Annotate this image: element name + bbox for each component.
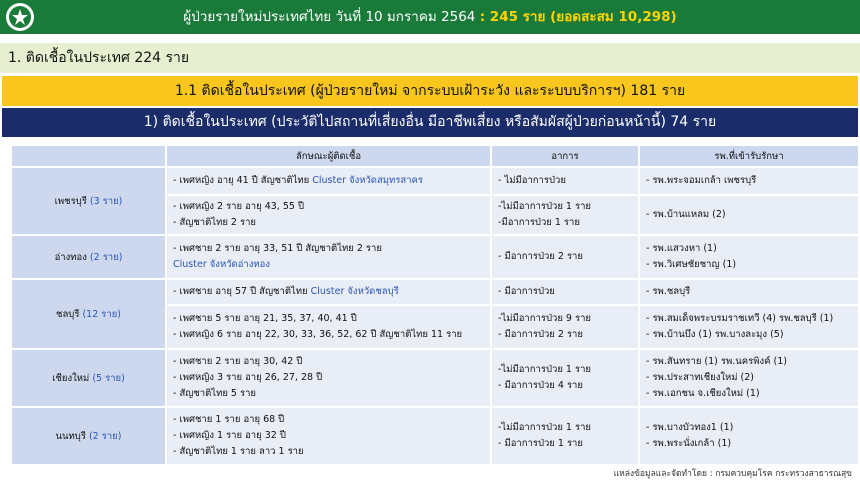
characteristics-text: - เพศชาย 2 ราย อายุ 30, 42 ปี [173,356,303,367]
characteristics-cell [166,279,491,305]
characteristics-line [173,428,484,444]
characteristics-cell [166,167,491,195]
characteristics-text: - เพศหญิง อายุ 41 ปี สัญชาติไทย [173,175,313,186]
title-main: ผู้ป่วยรายใหม่ประเทศไทย วันที่ 10 มกราคม 2564 [183,9,476,25]
province-cell [11,167,166,235]
province-name: เพชรบุรี [54,195,87,207]
hospital-line: - รพ.สันทราย (1) รพ.นครพิงค์ (1) [646,356,787,367]
province-name: นนทบุรี [55,430,86,442]
symptoms-line: -ไม่มีอาการป่วย 1 ราย [498,422,591,433]
characteristics-text: - สัญชาติไทย 5 ราย [173,388,256,399]
hospital-line: - รพ.เอกชน จ.เชียงใหม่ (1) [646,388,760,399]
characteristics-line [173,241,484,257]
characteristics-text: - สัญชาติไทย 1 ราย ลาว 1 ราย [173,446,304,457]
characteristics-line [173,311,484,327]
province-count: (3 ราย) [89,195,123,207]
symptoms-line: -ไม่มีอาการป่วย 1 ราย [498,364,591,375]
symptoms-line: -ไม่มีอาการป่วย 1 ราย [498,201,591,212]
province-cell [11,279,166,349]
province-name: เชียงใหม่ [52,372,90,384]
hospital-cell [639,167,859,195]
characteristics-text: - เพศชาย อายุ 57 ปี สัญชาติไทย [173,286,311,297]
characteristics-line [173,354,484,370]
subsection-new-patients: 1.1 ติดเชื้อในประเทศ (ผู้ป่วยรายใหม่ จากระบบเฝ้าระวัง และระบบบริการฯ) 181 ราย [2,76,858,106]
header-province [11,145,166,167]
hospital-line: - รพ.ประสาทเชียงใหม่ (2) [646,372,755,383]
symptoms-cell [491,407,639,465]
symptoms-line: -ไม่มีอาการป่วย 9 ราย [498,313,591,324]
hospital-cell [639,235,859,279]
hospital-line: - รพ.แสวงหา (1) [646,243,717,254]
hospital-cell [639,279,859,305]
province-cell [11,407,166,465]
hospital-line: - รพ.บางบัวทอง1 (1) [646,422,734,433]
characteristics-line [173,327,484,343]
hospital-line: - รพ.สมเด็จพระบรมราชเทวี (4) รพ.ชลบุรี (1) [646,313,834,324]
table-row [11,407,859,465]
table-header-row [11,145,859,167]
province-count: (2 ราย) [88,430,122,442]
table-body [11,167,859,465]
hospital-line: - รพ.บ้านบึง (1) รพ.บางละมุง (5) [646,329,784,340]
symptoms-cell [491,279,639,305]
characteristics-text: - เพศหญิง 3 ราย อายุ 26, 27, 28 ปี [173,372,323,383]
cluster-label: Cluster จังหวัดอ่างทอง [173,259,270,270]
characteristics-cell [166,407,491,465]
hospital-line: - รพ.พระจอมเกล้า เพชรบุรี [646,175,757,186]
symptoms-line: - มีอาการป่วย 2 ราย [498,251,583,262]
characteristics-line [173,199,484,215]
characteristics-text: - เพศหญิง 6 ราย อายุ 22, 30, 33, 36, 52, 62 ปี สัญชาติไทย 11 ราย [173,329,463,340]
characteristics-text: - สัญชาติไทย 2 ราย [173,217,256,228]
symptoms-cell [491,305,639,349]
province-name: อ่างทอง [54,251,87,263]
subsection-risk-exposure: 1) ติดเชื้อในประเทศ (ประวัติไปสถานที่เสี่ยงอื่น มีอาชีพเสี่ยง หรือสัมผัสผู้ป่วยก่อนหน้านี้) 74 ราย [2,108,858,137]
characteristics-cell [166,349,491,407]
symptoms-line: - มีอาการป่วย 2 ราย [498,329,583,340]
characteristics-line [173,444,484,460]
hospital-cell [639,305,859,349]
page-title [0,0,860,34]
symptoms-line: - มีอาการป่วย 4 ราย [498,380,583,391]
characteristics-cell [166,235,491,279]
province-count: (2 ราย) [89,251,123,263]
header-characteristics: ลักษณะผู้ติดเชื้อ [166,145,491,167]
symptoms-cell [491,349,639,407]
symptoms-line: - มีอาการป่วย [498,286,555,297]
symptoms-cell [491,235,639,279]
table-row [11,349,859,407]
table-row [11,235,859,279]
characteristics-line [173,386,484,402]
header-bar [0,0,860,34]
characteristics-line [173,173,484,189]
header-hospital: รพ.ที่เข้ารับรักษา [639,145,859,167]
hospital-line: - รพ.บ้านแหลม (2) [646,209,726,220]
section-domestic-infection [0,43,860,73]
table-row [11,279,859,305]
hospital-cell [639,349,859,407]
characteristics-line [173,412,484,428]
characteristics-line [173,370,484,386]
province-name: ชลบุรี [56,308,80,320]
symptoms-line: - มีอาการป่วย 1 ราย [498,438,583,449]
cases-table [10,144,860,466]
cluster-label: Cluster จังหวัดสมุทรสาคร [312,175,423,186]
symptoms-cell [491,167,639,195]
symptoms-cell [491,195,639,235]
province-cell [11,235,166,279]
hospital-line: - รพ.วิเศษชัยชาญ (1) [646,259,737,270]
characteristics-line [173,215,484,231]
characteristics-text: - เพศหญิง 1 ราย อายุ 32 ปี [173,430,286,441]
characteristics-cell [166,305,491,349]
characteristics-text: - เพศหญิง 2 ราย อายุ 43, 55 ปี [173,201,304,212]
province-count: (12 ราย) [82,308,121,320]
hospital-cell [639,407,859,465]
hospital-cell [639,195,859,235]
province-count: (5 ราย) [92,372,125,384]
table-row [11,167,859,195]
province-cell [11,349,166,407]
characteristics-text: - เพศชาย 2 ราย อายุ 33, 51 ปี สัญชาติไทย 2 ราย [173,243,382,254]
characteristics-text: - เพศชาย 5 ราย อายุ 21, 35, 37, 40, 41 ปี [173,313,357,324]
header-symptoms: อาการ [491,145,639,167]
characteristics-line [173,284,484,300]
symptoms-line: -มีอาการป่วย 1 ราย [498,217,580,228]
hospital-line: - รพ.ชลบุรี [646,286,691,297]
symptoms-line: - ไม่มีอาการป่วย [498,175,566,186]
title-highlight: : 245 ราย (ยอดสะสม 10,298) [479,9,677,25]
hospital-line: - รพ.พระนั่งเกล้า (1) [646,438,732,449]
characteristics-text: - เพศชาย 1 ราย อายุ 68 ปี [173,414,285,425]
characteristics-cell [166,195,491,235]
section-label: 1. ติดเชื้อในประเทศ 224 ราย [8,50,190,66]
data-source-note: แหล่งข้อมูลและจัดทำโดย : กรมควบคุมโรค กระทรวงสาธารณสุข [613,469,852,479]
cluster-label: Cluster จังหวัดชลบุรี [310,286,399,297]
